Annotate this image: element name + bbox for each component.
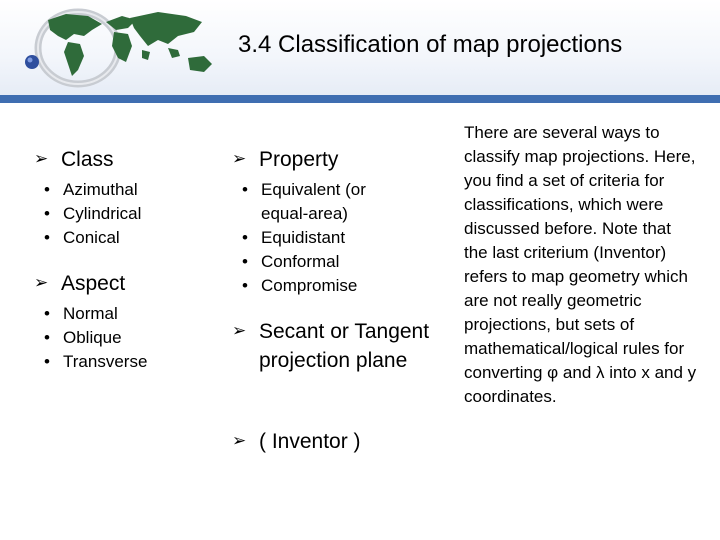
- bullet-dot-icon: •: [44, 228, 50, 247]
- heading-class: Class: [61, 148, 114, 171]
- section-inventor: [232, 427, 361, 456]
- section-heading: [34, 269, 147, 298]
- section-heading: [34, 145, 141, 174]
- arrow-bullet-icon: ➢: [232, 149, 247, 169]
- section-property: [232, 145, 411, 298]
- list-item: • Transverse: [34, 350, 147, 374]
- list-item: • Compromise: [232, 274, 411, 298]
- globe-world-map-icon: [18, 6, 223, 88]
- side-description: There are several ways to classify map projections. Here, you find a set of criteria for classifications, which were discussed before. Note that the last criterium (Inventor) refers to map geometry which are not really geometric projections, but sets of mathematical/logical rules for converting φ and λ into x and y coordinates.: [464, 123, 697, 406]
- section-heading: [232, 317, 442, 375]
- list-item: • Conformal: [232, 250, 411, 274]
- page-title: 3.4 Classification of map projections: [238, 31, 623, 58]
- heading-secant: Secant or Tangent projection plane: [259, 320, 430, 372]
- arrow-bullet-icon: ➢: [232, 321, 247, 341]
- list-item: • Equidistant: [232, 226, 411, 250]
- list-item: • Normal: [34, 302, 147, 326]
- section-heading: [232, 427, 361, 456]
- list-item: • Conical: [34, 226, 141, 250]
- list-item: • Oblique: [34, 326, 147, 350]
- bullet-dot-icon: •: [242, 228, 248, 247]
- bullet-dot-icon: •: [242, 180, 248, 199]
- heading-property: Property: [259, 148, 339, 171]
- section-aspect: [34, 269, 147, 374]
- bullet-dot-icon: •: [242, 276, 248, 295]
- header-rule: [0, 95, 720, 103]
- section-secant: [232, 317, 442, 375]
- heading-aspect: Aspect: [61, 272, 126, 295]
- list-item: • Equivalent (or equal-area): [242, 180, 366, 223]
- heading-inventor: ( Inventor ): [259, 430, 361, 453]
- bullet-dot-icon: •: [44, 352, 50, 371]
- list-item: • Azimuthal: [34, 178, 141, 202]
- bullet-dot-icon: •: [242, 252, 248, 271]
- bullet-dot-icon: •: [44, 304, 50, 323]
- aspect-list: [34, 302, 147, 374]
- list-item: • Cylindrical: [34, 202, 141, 226]
- bullet-dot-icon: •: [44, 204, 50, 223]
- arrow-bullet-icon: ➢: [232, 431, 247, 451]
- bullet-dot-icon: •: [44, 328, 50, 347]
- section-heading: [232, 145, 411, 174]
- arrow-bullet-icon: ➢: [34, 149, 49, 169]
- arrow-bullet-icon: ➢: [34, 273, 49, 293]
- property-list: [232, 178, 411, 298]
- section-class: [34, 145, 141, 250]
- class-list: [34, 178, 141, 250]
- bullet-dot-icon: •: [44, 180, 50, 199]
